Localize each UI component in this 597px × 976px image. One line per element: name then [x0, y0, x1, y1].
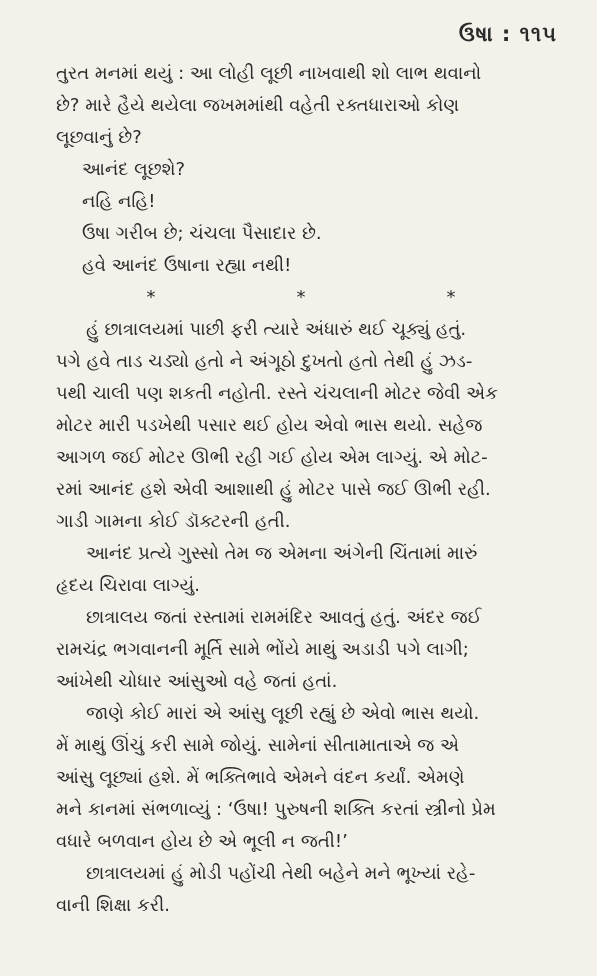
text-line: રામચંદ્ર ભગવાનની મૂર્તિ સામે ભોંયે માથું અડાડી પગે લાગી; — [56, 639, 469, 660]
text-line: આંસુ લૂછ્યાં હશે. મેં ભક્તિભાવે એમને વંદન કર્યાં. એમણે — [56, 767, 465, 788]
page-header: ઉષા : ૧૧૫ — [458, 22, 557, 46]
page-body — [56, 58, 566, 922]
text-line: આનંદ પ્રત્યે ગુસ્સો તેમ જ એમના અંગેની ચિંતામાં મારું — [86, 543, 478, 564]
text-line: છે? મારે હૈયે થયેલા જખમમાંથી વહેતી રક્તધારાઓ કોણ — [56, 95, 460, 116]
text-line: મને કાનમાં સંભળાવ્યું : ‘ઉષા! પુરુષની શક્તિ કરતાં સ્ત્રીનો પ્રેમ — [56, 799, 496, 820]
text-line: પગે હવે તાડ ચડ્યો હતો ને અંગૂઠો દુખતો હતો તેથી હું ઝડ- — [56, 351, 473, 372]
section-separator — [56, 282, 566, 314]
text-line: જાણે કોઈ મારાં એ આંસુ લૂછી રહ્યું છે એવો ભાસ થયો. — [86, 703, 480, 724]
text-line: તુરત મનમાં થયું : આ લોહી લૂછી નાખવાથી શો લાભ થવાનો — [56, 63, 482, 84]
text-line: હું છાત્રાલયમાં પાછી ફરી ત્યારે અંધારું થઈ ચૂક્યું હતું. — [86, 319, 467, 340]
text-line: ઉષા ગરીબ છે; ચંચલા પૈસાદાર છે. — [82, 223, 322, 244]
text-line: છાત્રાલય જતાં રસ્તામાં રામમંદિર આવતું હતું. અંદર જઈ — [86, 607, 482, 628]
separator-star: * — [146, 287, 156, 308]
text-line: હૃદય ચિરાવા લાગ્યું. — [56, 575, 200, 596]
text-line: વધારે બળવાન હોય છે એ ભૂલી ન જતી!’ — [56, 831, 348, 852]
text-line: રમાં આનંદ હશે એવી આશાથી હું મોટર પાસે જઈ ઊભી રહી. — [56, 479, 491, 500]
text-line: મોટર મારી પડખેથી પસાર થઈ હોય એવો ભાસ થયો. સહેજ — [56, 415, 483, 436]
text-line: છાત્રાલયમાં હું મોડી પહોંચી તેથી બહેને મને ભૂખ્યાં રહે- — [86, 863, 476, 884]
text-line: ગાડી ગામના કોઈ ડૉક્ટરની હતી. — [56, 511, 291, 532]
separator-star: * — [296, 287, 306, 308]
text-line: પથી ચાલી પણ શકતી નહોતી. રસ્તે ચંચલાની મોટર જેવી એક — [56, 383, 498, 404]
text-line: હવે આનંદ ઉષાના રહ્યા નથી! — [82, 255, 292, 276]
text-line: મેં માથું ઊંચું કરી સામે જોયું. સામેનાં સીતામાતાએ જ એ — [56, 735, 460, 756]
text-line: લૂછવાનું છે? — [56, 127, 142, 148]
text-line: નહિ નહિ! — [82, 191, 156, 212]
text-line: આંખેથી ચોધાર આંસુઓ વહે જતાં હતાં. — [56, 671, 338, 692]
text-line: આનંદ લૂછશે? — [82, 159, 186, 180]
text-line: આગળ જઈ મોટર ઊભી રહી ગઈ હોય એમ લાગ્યું. એ મોટ- — [56, 447, 488, 468]
text-line: વાની શિક્ષા કરી. — [56, 895, 170, 916]
separator-star: * — [446, 287, 456, 308]
